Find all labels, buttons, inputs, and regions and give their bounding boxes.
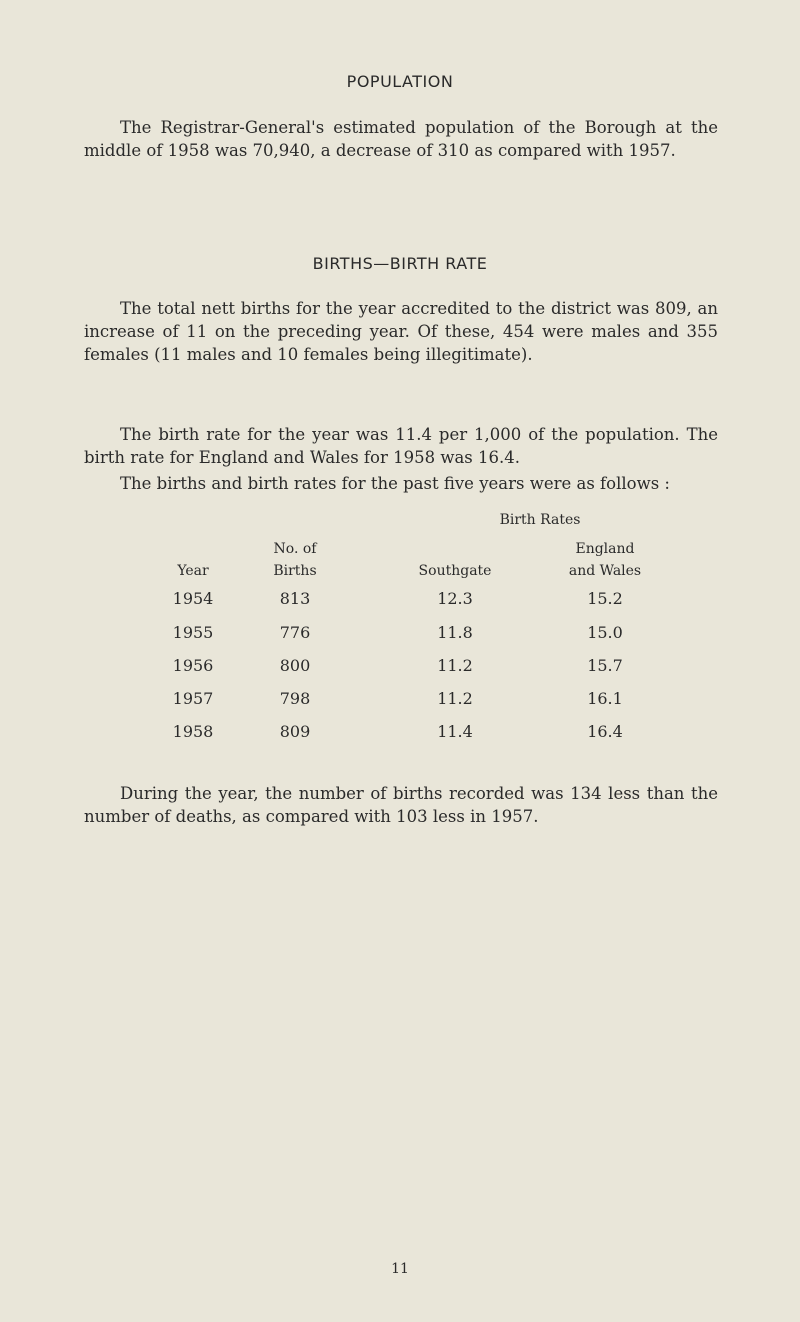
table-header-births-line2: Births: [273, 563, 317, 579]
table-cell-ew: 15.2: [587, 589, 623, 608]
table-cell-southgate: 12.3: [437, 589, 473, 608]
table-cell-ew: 15.0: [587, 623, 623, 642]
population-heading: POPULATION: [346, 72, 454, 91]
table-cell-ew: 16.1: [587, 689, 623, 708]
births-paragraph-rate: The birth rate for the year was 11.4 per 1,000 of the population. The birth rate for England and Wales for 1958 was 16.4.: [84, 425, 718, 467]
table-cell-births: 776: [279, 623, 311, 642]
births-paragraph-deaths: During the year, the number of births recorded was 134 less than the number of deaths, as compared with 103 less in 1957.: [84, 784, 718, 826]
table-header-southgate: Southgate: [418, 563, 492, 579]
table-cell-ew: 15.7: [587, 656, 623, 675]
table-cell-year: 1954: [172, 589, 214, 608]
table-cell-births: 813: [279, 589, 311, 608]
table-header-ew-line1: England: [575, 541, 635, 557]
table-cell-southgate: 11.2: [437, 689, 473, 708]
table-cell-year: 1956: [172, 656, 214, 675]
births-heading: BIRTHS—BIRTH RATE: [312, 254, 488, 273]
births-paragraph-totals: The total nett births for the year accredited to the district was 809, an increase of 11 on the preceding year. Of these, 454 were males and 355 females (11 males and 10 females being illegitimate).: [84, 299, 718, 364]
table-cell-year: 1958: [172, 722, 214, 741]
table-header-ew-line2: and Wales: [568, 563, 642, 579]
population-paragraph: The Registrar-General's estimated population of the Borough at the middle of 1958 was 70,940, a decrease of 310 as compared with 1957.: [84, 118, 718, 160]
table-cell-year: 1955: [172, 623, 214, 642]
table-header-year: Year: [177, 563, 209, 579]
page-number: 11: [391, 1261, 409, 1277]
table-cell-ew: 16.4: [587, 722, 623, 741]
table-cell-southgate: 11.4: [437, 722, 473, 741]
table-cell-southgate: 11.2: [437, 656, 473, 675]
table-cell-births: 798: [279, 689, 311, 708]
table-header-births-line1: No. of: [273, 541, 317, 557]
births-paragraph-intro: The births and birth rates for the past five years were as follows :: [120, 474, 670, 493]
table-cell-births: 809: [279, 722, 311, 741]
table-group-header: Birth Rates: [499, 512, 581, 528]
table-cell-births: 800: [279, 656, 311, 675]
table-cell-year: 1957: [172, 689, 214, 708]
table-cell-southgate: 11.8: [437, 623, 473, 642]
